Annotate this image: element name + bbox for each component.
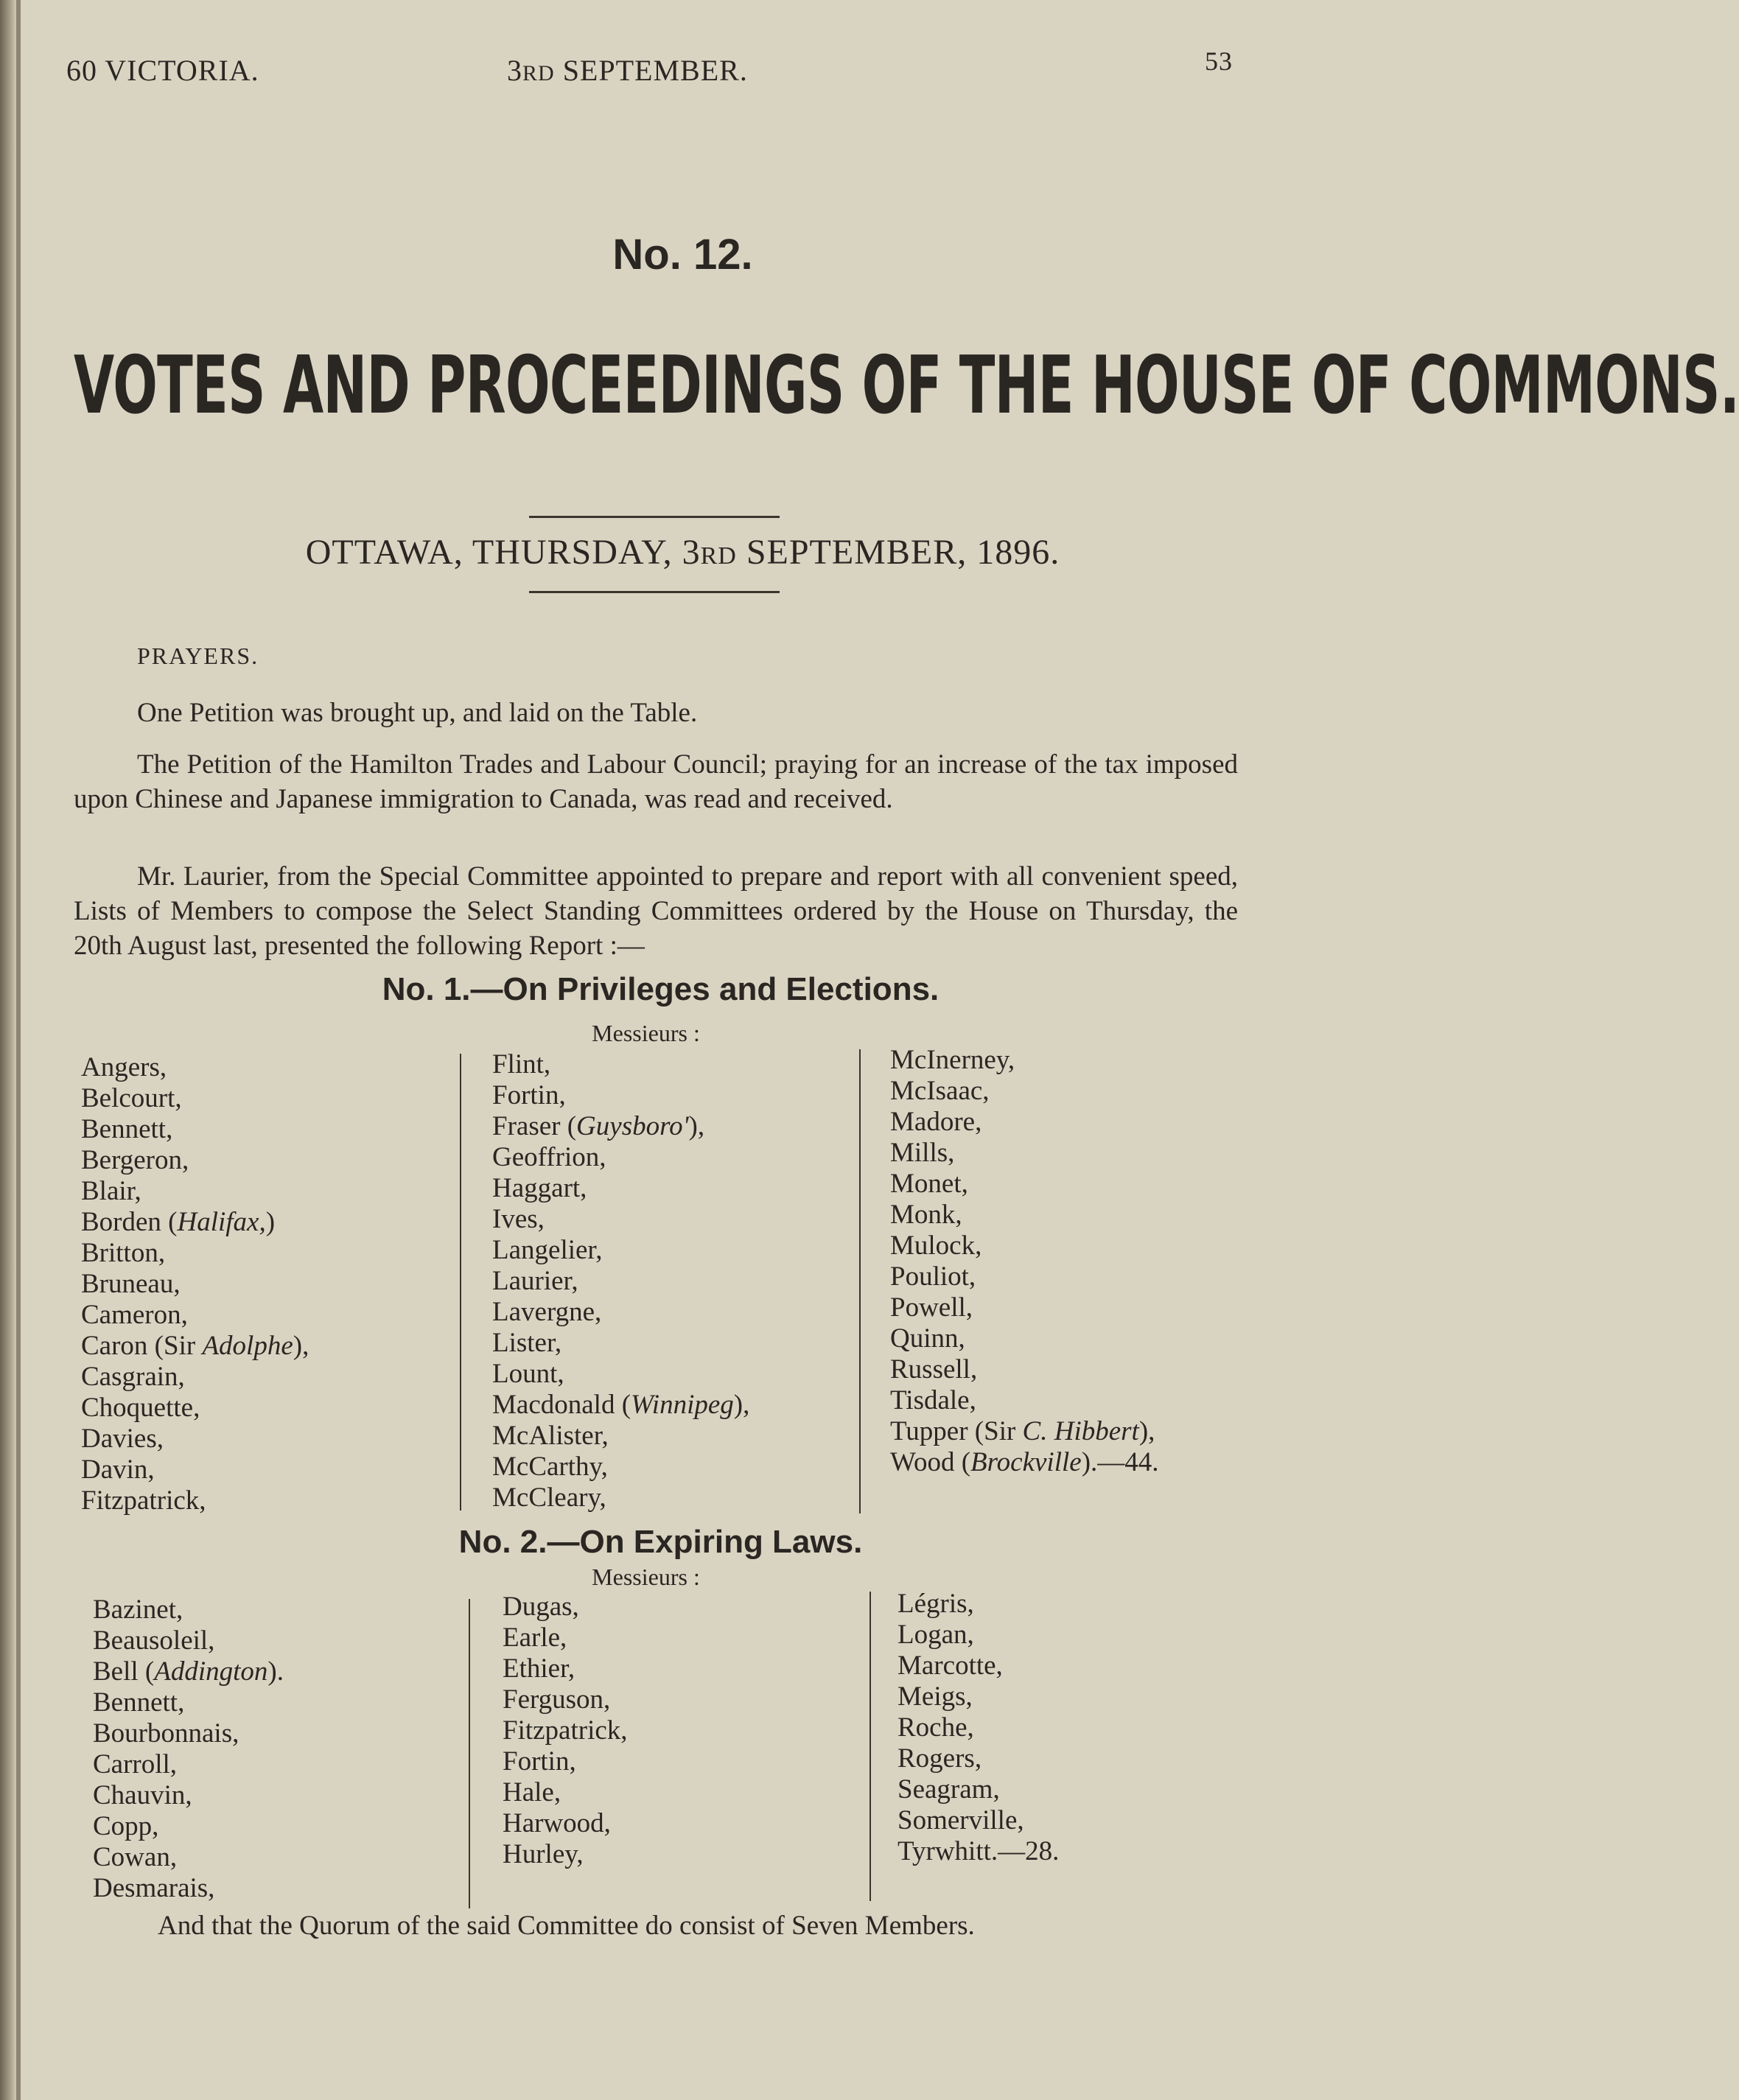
- title-rule-top: [529, 516, 780, 518]
- member-name: Flint,: [492, 1049, 551, 1079]
- column-divider: [460, 1054, 461, 1511]
- dateline: [0, 532, 1365, 573]
- member-name: Cameron,: [81, 1300, 188, 1330]
- member-name: McIsaac,: [890, 1076, 990, 1106]
- running-head-day-suffix: RD: [522, 61, 555, 85]
- member-name: McAlister,: [492, 1421, 609, 1451]
- member-name: Tisdale,: [890, 1385, 976, 1415]
- dateline-rest: SEPTEMBER, 1896.: [746, 533, 1060, 572]
- column-divider: [870, 1592, 871, 1901]
- page-edge: [16, 0, 21, 2100]
- member-name: Davin,: [81, 1455, 155, 1485]
- prayers-heading: PRAYERS.: [137, 643, 259, 669]
- member-name: Logan,: [898, 1620, 974, 1650]
- member-name: Bourbonnais,: [93, 1718, 239, 1749]
- dateline-suffix: RD: [700, 542, 737, 570]
- member-name: Ferguson,: [503, 1684, 611, 1715]
- member-name: Caron (Sir Adolphe),: [81, 1331, 309, 1361]
- paragraph-text: One Petition was brought up, and laid on the Table.: [137, 698, 698, 728]
- member-name: Macdonald (Winnipeg),: [492, 1390, 750, 1420]
- member-name: Lister,: [492, 1328, 562, 1358]
- member-name: Meigs,: [898, 1681, 973, 1712]
- member-name: Lavergne,: [492, 1297, 602, 1327]
- member-name: Marcotte,: [898, 1651, 1003, 1681]
- member-name: Desmarais,: [93, 1873, 215, 1903]
- member-name: Dugas,: [503, 1592, 579, 1622]
- committee-1-column-2: [492, 1049, 749, 1513]
- member-name: Cowan,: [93, 1842, 178, 1872]
- committee-1-column-3: [890, 1045, 1159, 1478]
- paragraph-text: Mr. Laurier, from the Special Committee appointed to prepare and report with all convenient speed, Lists of Members to compose the Select Standing Committees ordered by the House on Thursday, the 20th August last, presented the following Report :—: [74, 861, 1238, 961]
- committee-1-column-1: [81, 1052, 309, 1516]
- member-name: Monet,: [890, 1169, 968, 1199]
- member-name: Blair,: [81, 1176, 141, 1206]
- member-name: Somerville,: [898, 1805, 1024, 1835]
- committee-2-column-3: [898, 1589, 1059, 1867]
- member-name: Davies,: [81, 1424, 164, 1454]
- member-name: Monk,: [890, 1200, 962, 1230]
- paragraph-hamilton-petition: [74, 747, 1238, 816]
- member-name: Harwood,: [503, 1808, 611, 1838]
- member-name: Quinn,: [890, 1323, 965, 1354]
- committee-1-messieurs: Messieurs :: [592, 1020, 700, 1046]
- member-name: Fitzpatrick,: [81, 1485, 206, 1516]
- member-name: Fraser (Guysboro'),: [492, 1111, 705, 1141]
- member-name: Hurley,: [503, 1839, 584, 1869]
- column-divider: [469, 1599, 470, 1908]
- member-name: Roche,: [898, 1712, 974, 1743]
- member-name: Bruneau,: [81, 1269, 181, 1299]
- member-name: Mills,: [890, 1138, 955, 1168]
- member-name: Langelier,: [492, 1235, 603, 1265]
- quorum-statement: And that the Quorum of the said Committee do consist of Seven Members.: [158, 1911, 975, 1941]
- paragraph-petition-count: [74, 696, 1238, 730]
- member-name: McCarthy,: [492, 1452, 608, 1482]
- member-name: Russell,: [890, 1354, 978, 1385]
- committee-2-messieurs: Messieurs :: [592, 1564, 700, 1590]
- committee-2-column-1: [93, 1595, 284, 1904]
- member-name: Fortin,: [492, 1080, 566, 1110]
- member-name: McCleary,: [492, 1483, 606, 1513]
- member-name: Bell (Addington).: [93, 1656, 284, 1687]
- running-head-day: 3: [507, 54, 522, 87]
- document-title: VOTES AND PROCEEDINGS OF THE HOUSE OF COMMONS.: [74, 340, 1739, 432]
- member-name: Lount,: [492, 1359, 564, 1389]
- issue-number: No. 12.: [612, 231, 753, 279]
- member-name: Casgrain,: [81, 1362, 185, 1392]
- member-name: Pouliot,: [890, 1261, 976, 1292]
- running-head-left: 60 VICTORIA.: [66, 54, 259, 87]
- member-name: Rogers,: [898, 1743, 982, 1774]
- member-name: Choquette,: [81, 1393, 200, 1423]
- committee-2-column-2: [503, 1592, 628, 1870]
- committee-2-heading: No. 2.—On Expiring Laws.: [458, 1524, 863, 1560]
- member-name: Légris,: [898, 1589, 974, 1619]
- member-name: Tyrwhitt.—28.: [898, 1836, 1060, 1866]
- running-head-date: [507, 53, 748, 88]
- book-spine-shadow: [0, 0, 16, 2100]
- member-name: Haggart,: [492, 1173, 587, 1203]
- column-divider: [859, 1049, 861, 1513]
- member-name: Madore,: [890, 1107, 982, 1137]
- dateline-prefix: OTTAWA, THURSDAY, 3: [305, 533, 701, 572]
- member-name: Bennett,: [81, 1114, 173, 1144]
- member-name: Mulock,: [890, 1231, 982, 1261]
- member-name: Bergeron,: [81, 1145, 189, 1175]
- member-name: Wood (Brockville).—44.: [890, 1447, 1159, 1477]
- member-name: Copp,: [93, 1811, 159, 1841]
- member-name: Powell,: [890, 1292, 973, 1323]
- member-name: Borden (Halifax,): [81, 1207, 276, 1237]
- paragraph-text: The Petition of the Hamilton Trades and Labour Council; praying for an increase of the tax imposed upon Chinese and Japanese immigration to Canada, was read and received.: [74, 749, 1238, 814]
- member-name: Beausoleil,: [93, 1625, 215, 1656]
- member-name: Fitzpatrick,: [503, 1715, 628, 1746]
- running-head-month: SEPTEMBER.: [562, 54, 748, 87]
- member-name: Tupper (Sir C. Hibbert),: [890, 1416, 1155, 1446]
- member-name: Angers,: [81, 1052, 167, 1082]
- member-name: Carroll,: [93, 1749, 178, 1779]
- member-name: Seagram,: [898, 1774, 1000, 1805]
- page-number: 53: [1205, 46, 1233, 76]
- member-name: Belcourt,: [81, 1083, 182, 1113]
- member-name: Bazinet,: [93, 1595, 183, 1625]
- member-name: Hale,: [503, 1777, 561, 1807]
- member-name: Bennett,: [93, 1687, 185, 1718]
- member-name: McInerney,: [890, 1045, 1015, 1075]
- member-name: Chauvin,: [93, 1780, 192, 1810]
- title-rule-bottom: [529, 591, 780, 593]
- member-name: Ives,: [492, 1204, 545, 1234]
- member-name: Ethier,: [503, 1653, 575, 1684]
- member-name: Laurier,: [492, 1266, 578, 1296]
- committee-1-heading: No. 1.—On Privileges and Elections.: [382, 971, 940, 1007]
- member-name: Fortin,: [503, 1746, 576, 1777]
- member-name: Geoffrion,: [492, 1142, 606, 1172]
- member-name: Britton,: [81, 1238, 166, 1268]
- member-name: Earle,: [503, 1623, 567, 1653]
- paragraph-laurier-report: [74, 859, 1238, 963]
